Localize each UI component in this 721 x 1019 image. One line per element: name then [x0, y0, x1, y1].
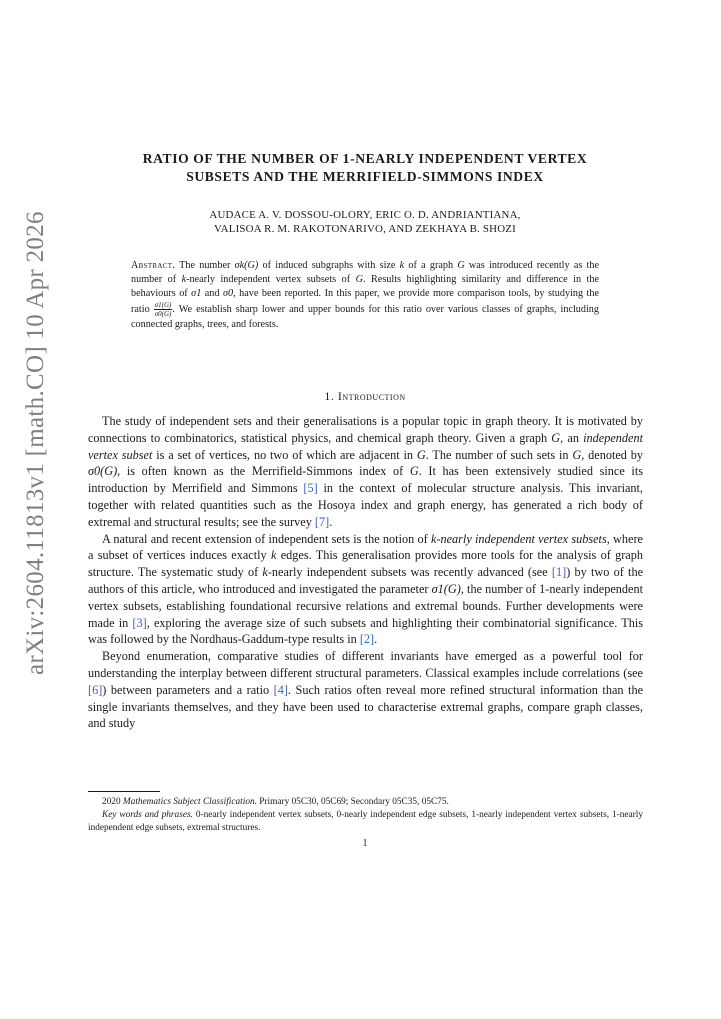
math-symbol: G: [457, 260, 465, 271]
text-run: . It has been extensively studied since its introduction by Merrifield and Simmons: [88, 464, 643, 496]
title-line-2: SUBSETS AND THE MERRIFIELD-SIMMONS INDEX: [186, 169, 544, 184]
msc-footnote: [88, 796, 643, 809]
keywords-footnote: [88, 809, 643, 835]
paragraph-1: [88, 413, 643, 531]
arxiv-sidebar: [22, 211, 52, 705]
emphasis-term: independent vertex subset: [88, 430, 644, 462]
text-run: . The number of such sets in: [425, 447, 573, 462]
page-number: 1: [362, 838, 368, 849]
text-run: -nearly independent subsets was recently advanced (see: [267, 565, 552, 580]
math-symbol: σ1(G): [431, 581, 461, 596]
text-run: , exploring the average size of such subsets and highlighting their combinatorial significance. This was followed by the Nordhaus-Gaddum-type results in: [88, 615, 643, 647]
math-symbol: G: [551, 430, 561, 445]
emphasis-term: k-nearly independent vertex subsets: [430, 531, 607, 546]
citation-link[interactable]: [7]: [314, 514, 330, 529]
text-run: is a set of vertices, no two of which are adjacent in: [152, 447, 417, 462]
text-run: edges. This generalisation provides more tools for the analysis of graph structure. The systematic study of: [88, 548, 643, 580]
abstract-text: . We establish sharp lower and upper bounds for this ratio over various classes of graphs, including connected graphs, trees, and forests.: [131, 303, 599, 330]
abstract-text: and: [201, 288, 223, 299]
ratio-fraction: [154, 301, 173, 318]
arxiv-identifier: arXiv:2604.11813v1 [math.CO] 10 Apr 2026: [22, 211, 49, 675]
section-heading: 1. Introduction: [324, 389, 406, 403]
text-run: 2020: [102, 797, 123, 807]
abstract-text: of induced subgraphs with size: [258, 260, 400, 271]
abstract-text: . Results highlighting similarity and difference in the behaviours of: [131, 274, 599, 299]
footnotes: [88, 796, 643, 836]
abstract-text: was introduced recently as the number of: [131, 260, 599, 285]
math-symbol: k: [181, 274, 187, 285]
fraction-denominator: σ0(G): [154, 310, 172, 318]
text-run: , the number of 1-nearly independent vertex subsets, establishing foundational recursive relations and extremal bounds. Further developments were made in: [88, 581, 643, 630]
citation-link[interactable]: [1]: [551, 565, 567, 580]
footnote-label: Mathematics Subject Classification.: [122, 797, 257, 807]
authors-line-2: VALISOA R. M. RAKOTONARIVO, AND ZEKHAYA B. SHOZI: [214, 223, 516, 235]
abstract: [131, 259, 599, 332]
math-symbol: k: [399, 260, 405, 271]
text-run: ) between parameters and a ratio: [102, 682, 274, 697]
math-symbol: σ1: [191, 288, 202, 299]
text-run: . Such ratios often reveal more refined structural information than the single invariants themselves, and they have been used to characterise extremal graphs, compare graph classes, and study: [88, 682, 644, 731]
math-symbol: G: [416, 447, 426, 462]
text-run: .: [374, 632, 378, 647]
math-symbol: k: [262, 565, 268, 580]
authors-line-1: AUDACE A. V. DOSSOU-OLORY, ERIC O. D. ANDRIANTIANA,: [209, 209, 521, 221]
citation-link[interactable]: [2]: [359, 632, 375, 647]
text-run: A natural and recent extension of independent sets is the notion of: [102, 531, 431, 546]
math-symbol: G: [572, 447, 582, 462]
citation-link[interactable]: [4]: [273, 682, 288, 697]
text-run: in the context of molecular structure analysis. This invariant, together with related quantities such as the Hosoya index and graph energy, has generated a rich body of extremal and structural results; see the survey: [88, 481, 643, 529]
footnote-rule: [88, 791, 160, 792]
text-run: , an: [560, 430, 584, 445]
abstract-text: -nearly independent vertex subsets of: [186, 274, 356, 285]
text-run: ) by two of the authors of this article, who introduced and investigated the parameter: [88, 565, 644, 596]
paper-title: [80, 150, 650, 186]
citation-link[interactable]: [6]: [88, 682, 103, 697]
math-symbol: k: [270, 548, 277, 563]
paragraph-2: [88, 531, 643, 649]
abstract-label: Abstract.: [131, 260, 176, 271]
abstract-text: of a graph: [404, 260, 458, 271]
author-list: [80, 208, 650, 236]
title-line-1: RATIO OF THE NUMBER OF 1-NEARLY INDEPENDENT VERTEX: [142, 151, 588, 166]
text-run: Primary 05C30, 05C69; Secondary 05C35, 05C75.: [256, 797, 449, 807]
math-symbol: σk(G): [234, 260, 259, 271]
abstract-text: , have been reported. In this paper, we provide more comparison tools, by studying the ratio: [131, 288, 600, 315]
citation-link[interactable]: [5]: [303, 481, 318, 496]
text-run: , denoted by: [581, 447, 644, 462]
footnote-label: Key words and phrases.: [102, 810, 193, 821]
text-run: , is often known as the Merrifield-Simmons index of: [117, 464, 410, 479]
citation-link[interactable]: [3]: [132, 615, 147, 630]
text-run: 0-nearly independent vertex subsets, 0-nearly independent edge subsets, 1-nearly independent vertex subsets, 1-nearly independent edge subsets, extremal structures.: [88, 810, 643, 834]
math-symbol: G: [409, 464, 419, 479]
math-symbol: σ0(G): [88, 464, 118, 479]
math-symbol: G: [355, 274, 363, 285]
text-run: Beyond enumeration, comparative studies of different invariants have emerged as a powerful tool for understanding the interplay between different structural parameters. Classical examples include correlations (see: [88, 649, 643, 680]
fraction-numerator: σ1(G): [154, 301, 172, 309]
introduction-body: [88, 413, 643, 732]
text-run: .: [329, 514, 333, 529]
paragraph-3: [88, 648, 643, 732]
math-symbol: σ0: [223, 288, 234, 299]
abstract-text: The number: [175, 260, 235, 271]
text-run: The study of independent sets and their generalisations is a popular topic in graph theory. It is motivated by connections to combinatorics, statistical physics, and chemical graph theory. Given a graph: [88, 414, 643, 445]
text-run: , where a subset of vertices induces exactly: [88, 531, 643, 563]
